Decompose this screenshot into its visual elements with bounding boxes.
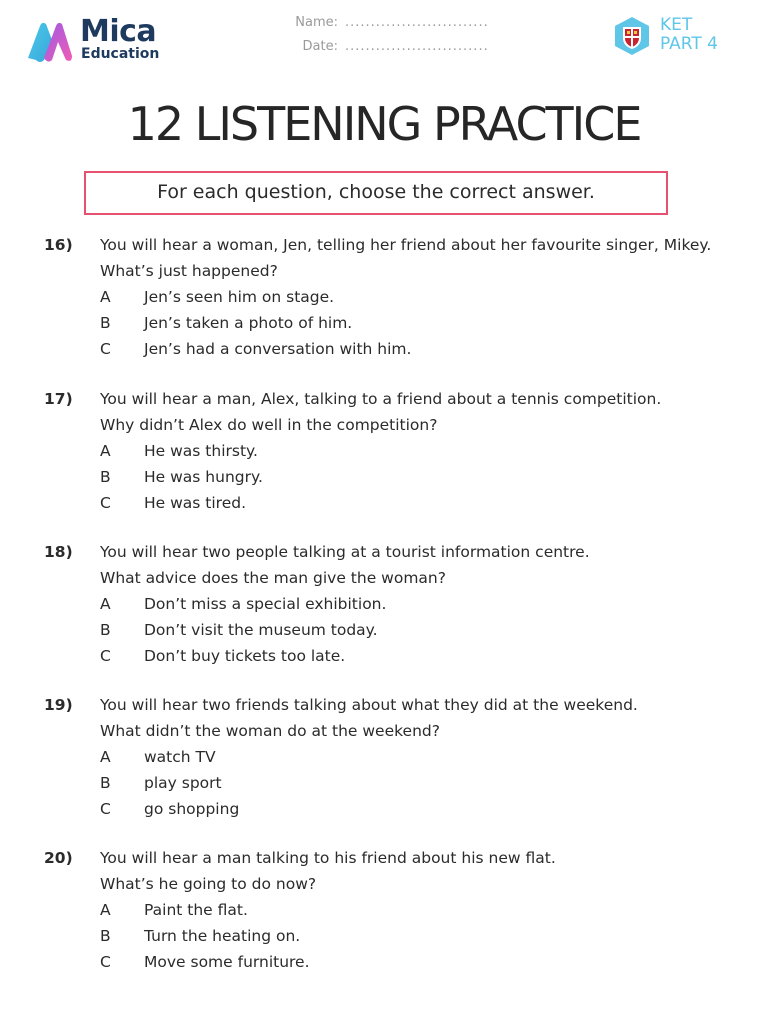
question-prompt: You will hear a woman, Jen, telling her friend about her favourite singer, Mikey. [100,236,712,254]
option-letter[interactable]: B [100,621,111,639]
option-text[interactable]: He was hungry. [144,468,263,486]
ket-label: KET [660,15,693,35]
question-number: 17) [44,390,73,408]
option-text[interactable]: Don’t miss a special exhibition. [144,595,387,613]
question-prompt: You will hear two people talking at a tourist information centre. [100,543,590,561]
option-text[interactable]: Paint the flat. [144,901,248,919]
option-letter[interactable]: C [100,647,111,665]
option-text[interactable]: Jen’s taken a photo of him. [144,314,353,332]
option-letter[interactable]: B [100,314,111,332]
page-header [0,0,768,80]
option-text[interactable]: play sport [144,774,222,792]
option-letter[interactable]: C [100,494,111,512]
student-fields [288,15,528,63]
option-text[interactable]: Don’t visit the museum today. [144,621,378,639]
option-text[interactable]: Turn the heating on. [144,927,301,945]
option-letter[interactable]: C [100,340,111,358]
option-letter[interactable]: B [100,468,111,486]
option-letter[interactable]: B [100,774,111,792]
instruction-box [84,171,668,215]
part-label: PART 4 [660,34,718,54]
option-text[interactable]: He was thirsty. [144,442,258,460]
question-number: 20) [44,849,73,867]
question-text: What didn’t the woman do at the weekend? [100,722,440,740]
option-text[interactable]: Jen’s seen him on stage. [144,288,335,306]
question-number: 19) [44,696,73,714]
page-title: 12 LISTENING PRACTICE [127,97,641,151]
option-letter[interactable]: A [100,901,111,919]
question-text: Why didn’t Alex do well in the competition? [100,416,438,434]
option-letter[interactable]: A [100,595,111,613]
mica-logo-icon [22,18,76,64]
option-text[interactable]: watch TV [144,748,216,766]
name-label: Name: [295,15,338,30]
question-number: 18) [44,543,73,561]
brand-name: Mica [80,14,157,49]
name-field [288,15,528,39]
name-blank[interactable]: ............................ [345,15,489,30]
date-blank[interactable]: ............................ [345,39,489,54]
instruction-text: For each question, choose the correct answer. [157,181,595,203]
option-letter[interactable]: C [100,953,111,971]
cambridge-shield-icon [612,16,652,56]
option-text[interactable]: Jen’s had a conversation with him. [144,340,412,358]
question-text: What’s he going to do now? [100,875,317,893]
option-text[interactable]: go shopping [144,800,240,818]
date-label: Date: [302,39,338,54]
question-prompt: You will hear two friends talking about what they did at the weekend. [100,696,638,714]
option-text[interactable]: Don’t buy tickets too late. [144,647,346,665]
option-letter[interactable]: A [100,748,111,766]
option-letter[interactable]: A [100,442,111,460]
question-prompt: You will hear a man talking to his friend about his new flat. [100,849,556,867]
option-text[interactable]: Move some furniture. [144,953,310,971]
question-number: 16) [44,236,73,254]
date-field [288,39,528,63]
option-letter[interactable]: A [100,288,111,306]
question-text: What advice does the man give the woman? [100,569,446,587]
question-text: What’s just happened? [100,262,278,280]
option-letter[interactable]: C [100,800,111,818]
brand-subtitle: Education [81,46,160,62]
option-letter[interactable]: B [100,927,111,945]
option-text[interactable]: He was tired. [144,494,247,512]
ket-part-label [660,16,718,54]
mica-logo [22,16,172,66]
question-prompt: You will hear a man, Alex, talking to a friend about a tennis competition. [100,390,662,408]
